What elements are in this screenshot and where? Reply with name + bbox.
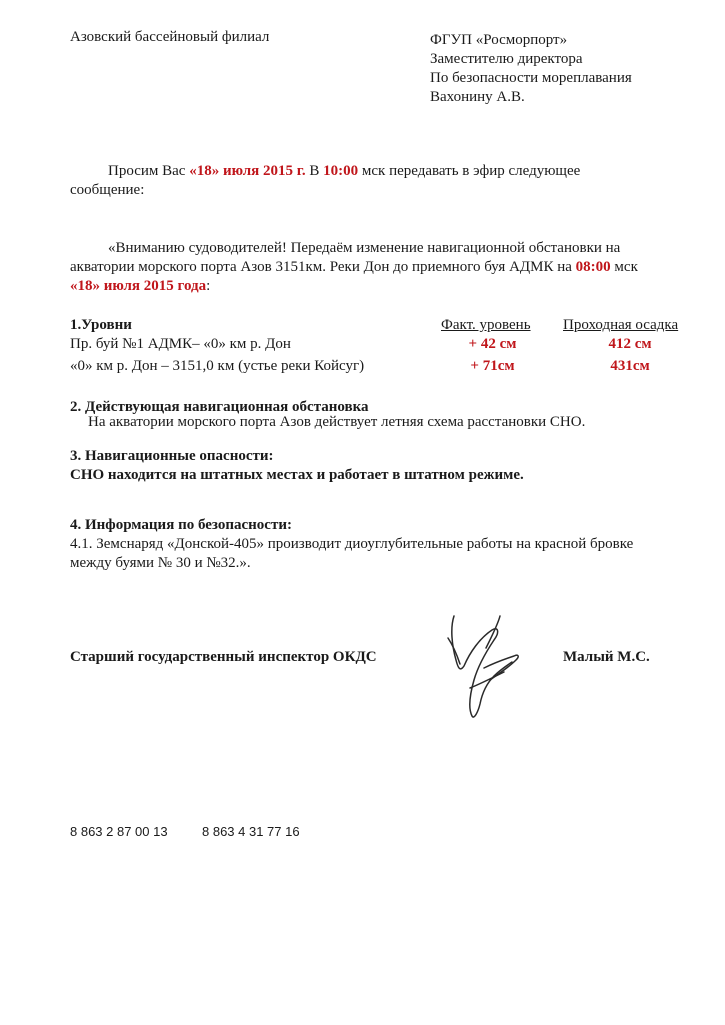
levels-row-2-fact: + 71см [470, 358, 515, 374]
request-time: 10:00 [323, 163, 359, 179]
signer-title: Старший государственный инспектор ОКДС [70, 649, 377, 665]
section3-heading: 3. Навигационные опасности: [70, 448, 274, 464]
sender-org: Азовский бассейновый филиал [70, 29, 270, 45]
levels-row-2-place: «0» км р. Дон – 3151,0 км (устье реки Койсуг) [70, 358, 365, 374]
levels-col-fact: Факт. уровень [441, 317, 531, 333]
request-pre: Просим Вас [108, 163, 190, 179]
levels-row-1-fact: + 42 см [468, 336, 517, 352]
phone-2: 8 863 4 31 77 16 [202, 824, 300, 839]
message-line3-post: : [206, 278, 211, 294]
message-date: «18» июля 2015 года [70, 278, 207, 294]
request-mid: В [305, 163, 324, 179]
section4-line-1: 4.1. Земснаряд «Донской-405» производит диоуглубительные работы на красной бровке [70, 536, 634, 552]
section2-text: На акватории морского порта Азов действует летняя схема расстановки СНО. [88, 414, 586, 430]
request-line-1 [108, 162, 580, 181]
message-line-3 [70, 277, 210, 296]
request-line-2: сообщение: [70, 182, 145, 198]
message-line2-pre: акватории морского порта Азов 3151км. Реки Дон до приемного буя АДМК на [70, 259, 576, 275]
recipient-org: ФГУП «Росморпорт» [430, 32, 568, 48]
signer-name: Малый М.С. [563, 649, 650, 665]
levels-row-1-place: Пр. буй №1 АДМК– «0» км р. Дон [70, 336, 291, 352]
section4-line-2: между буями № 30 и №32.». [70, 555, 251, 571]
phone-1: 8 863 2 87 00 13 [70, 824, 168, 839]
message-line-1: «Вниманию судоводителей! Передаём изменение навигационной обстановки на [108, 240, 621, 256]
recipient-name: Вахонину А.В. [430, 89, 525, 105]
section3-text: СНО находится на штатных местах и работает в штатном режиме. [70, 467, 524, 483]
recipient-dept: По безопасности мореплавания [430, 70, 632, 86]
section4-heading: 4. Информация по безопасности: [70, 517, 292, 533]
recipient-title: Заместителю директора [430, 51, 583, 67]
message-line-2 [70, 258, 638, 277]
section2-heading: 2. Действующая навигационная обстановка [70, 399, 369, 415]
message-time: 08:00 [575, 259, 611, 275]
levels-row-2-draft: 431см [610, 358, 650, 374]
handwritten-signature [440, 608, 530, 723]
request-post: мск передавать в эфир следующее [358, 163, 581, 179]
request-date: «18» июля 2015 г. [189, 163, 306, 179]
message-line2-post: мск [610, 259, 638, 275]
levels-row-1-draft: 412 см [608, 336, 652, 352]
levels-heading: 1.Уровни [70, 317, 132, 333]
levels-col-draft: Проходная осадка [563, 317, 679, 333]
